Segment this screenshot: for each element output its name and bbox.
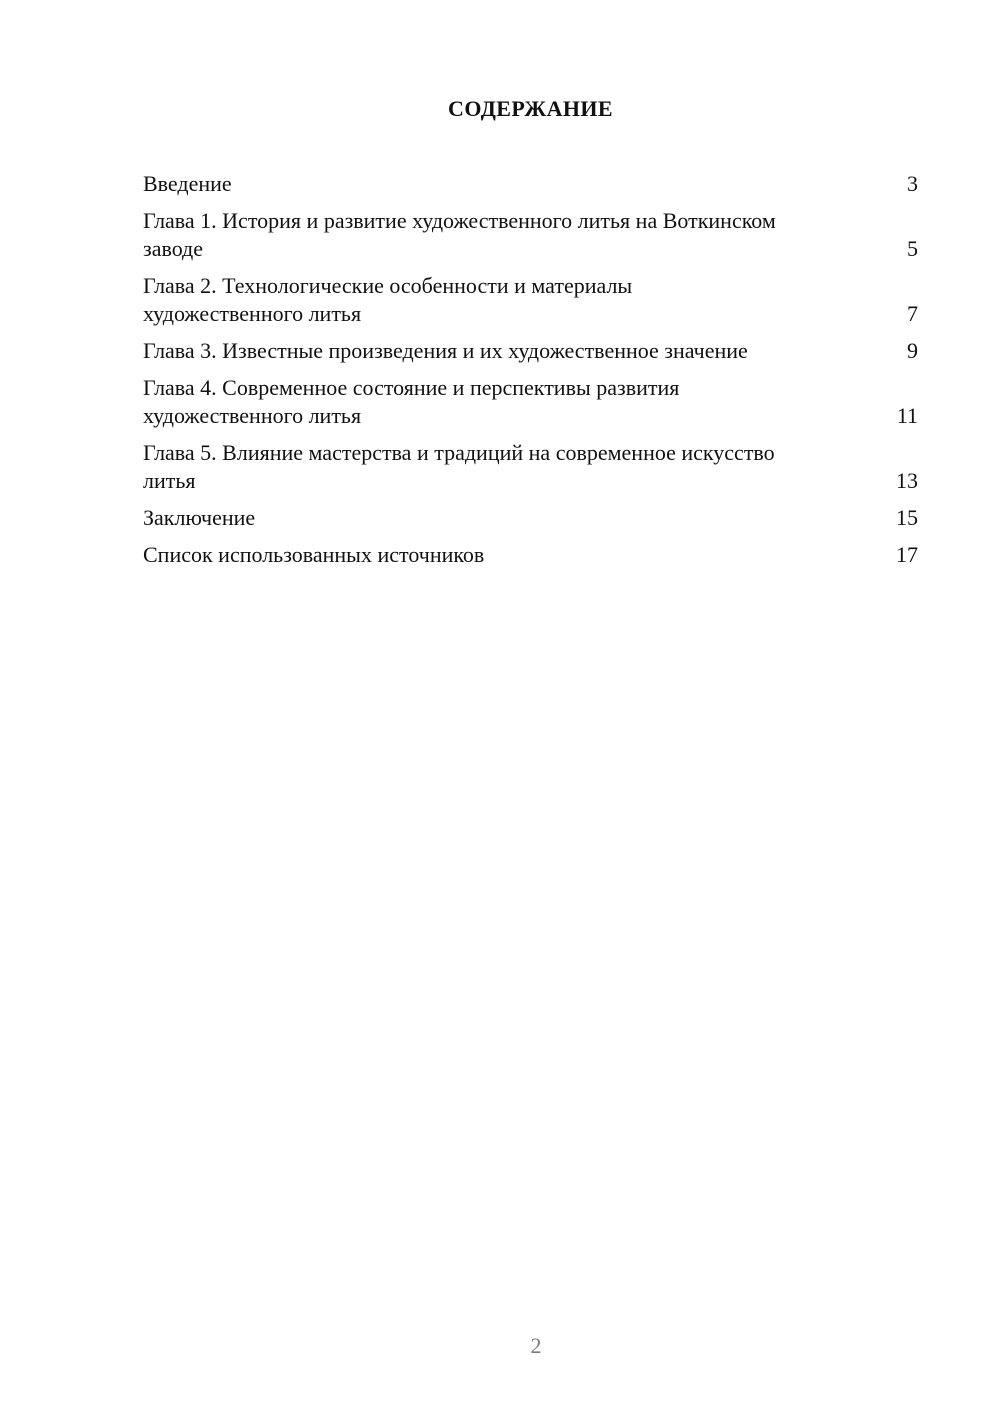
toc-entry-label: Введение (143, 171, 232, 196)
page-number: 2 (530, 1333, 542, 1358)
toc-entry-label: Глава 5. Влияние мастерства и традиций на современное искусство литья (143, 440, 775, 493)
toc-entry[interactable] (143, 207, 918, 263)
toc-entry-label: Заключение (143, 505, 256, 530)
toc-entry-label: Глава 2. Технологические особенности и материалы художественного литья (143, 273, 633, 326)
toc-entry-label: Глава 4. Современное состояние и перспективы развития художественного литья (143, 375, 680, 428)
toc-entry-page: 15 (896, 505, 918, 530)
page-title: СОДЕРЖАНИЕ (448, 96, 613, 121)
toc-entry-page: 17 (896, 542, 918, 567)
toc-entry[interactable] (143, 439, 918, 495)
toc-entry[interactable] (143, 374, 918, 430)
toc-entry[interactable] (143, 170, 918, 198)
toc-entry[interactable] (143, 541, 918, 569)
toc-entry-page: 9 (907, 338, 918, 363)
toc-entry-page: 13 (896, 468, 918, 493)
toc-entry-label: Глава 1. История и развитие художественного литья на Воткинском заводе (143, 208, 776, 261)
toc-entry[interactable] (143, 504, 918, 532)
toc-entry[interactable] (143, 337, 918, 365)
toc-entry-label: Глава 3. Известные произведения и их художественное значение (143, 338, 748, 363)
toc-title-container (143, 96, 918, 122)
toc-entry-page: 3 (907, 171, 918, 196)
toc-entry-page: 11 (896, 403, 918, 428)
toc-entry[interactable] (143, 272, 918, 328)
toc-entry-page: 5 (907, 236, 918, 261)
toc-entry-label: Список использованных источников (143, 542, 485, 567)
toc-entry-page: 7 (907, 301, 918, 326)
table-of-contents (143, 170, 918, 578)
